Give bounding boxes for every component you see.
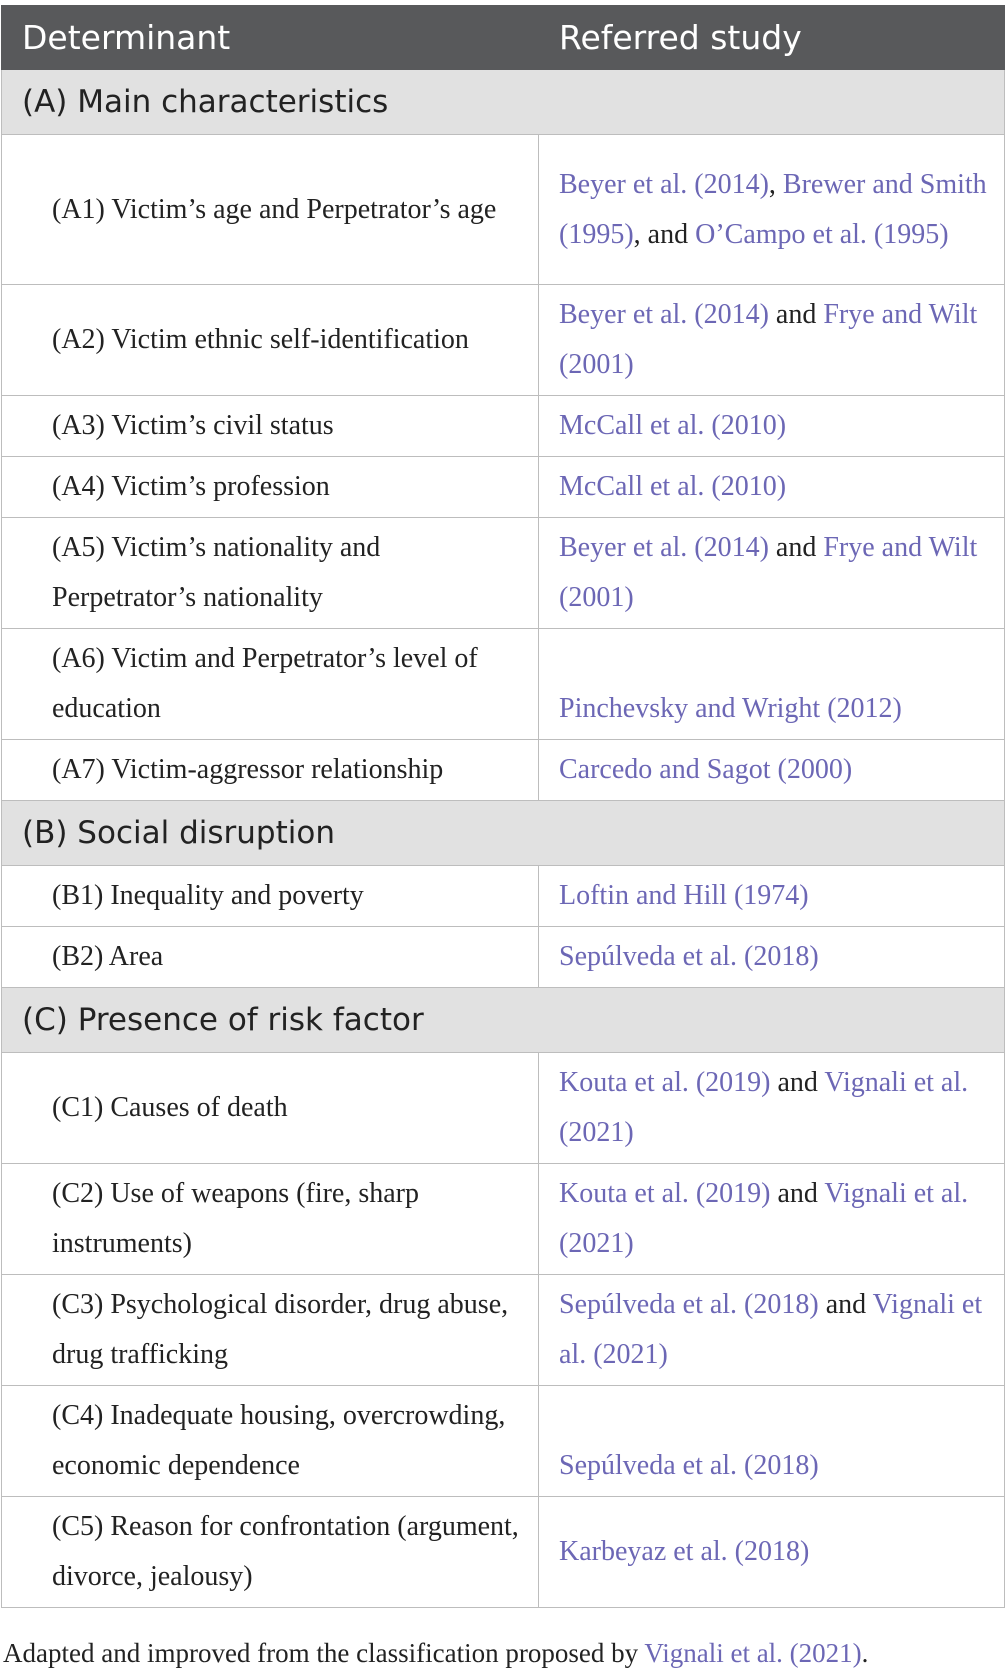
table-footnote (3, 1638, 868, 1669)
footnote-citation-link[interactable]: Vignali et al. (2021) (644, 1638, 862, 1668)
table-row (2, 629, 1005, 740)
determinant-cell: (A1) Victim’s age and Perpetrator’s age (2, 135, 539, 285)
determinant-cell: (C2) Use of weapons (fire, sharp instruments) (2, 1164, 539, 1275)
table-row (2, 1386, 1005, 1497)
section-row (2, 801, 1005, 866)
referred-study-cell (539, 1053, 1005, 1164)
determinant-cell: (A6) Victim and Perpetrator’s level of education (2, 629, 539, 740)
header-row (2, 6, 1005, 70)
table-row (2, 1164, 1005, 1275)
table-row (2, 740, 1005, 801)
citation-link[interactable]: Vignali et al. (2021) (559, 1289, 983, 1370)
citation-connector: , (768, 168, 783, 200)
citation-connector: and (770, 1067, 825, 1098)
referred-study-cell (539, 135, 1005, 285)
determinant-cell: (B1) Inequality and poverty (2, 866, 539, 927)
citation-link[interactable]: McCall et al. (2010) (559, 471, 787, 502)
citation-link[interactable]: Frye and Wilt (2001) (559, 532, 978, 613)
referred-study-cell (539, 518, 1005, 629)
section-title: (B) Social disruption (2, 801, 1005, 866)
citation-link[interactable]: O’Campo et al. (1995) (695, 218, 949, 250)
section-row (2, 988, 1005, 1053)
citation-link[interactable]: Carcedo and Sagot (2000) (559, 754, 853, 785)
citation-link[interactable]: Frye and Wilt (2001) (559, 299, 978, 380)
determinant-cell: (A3) Victim’s civil status (2, 396, 539, 457)
determinant-cell: (C5) Reason for confrontation (argument, divorce, jealousy) (2, 1497, 539, 1608)
table-row (2, 518, 1005, 629)
header-referred-study: Referred study (539, 6, 1005, 70)
citation-link[interactable]: Karbeyaz et al. (2018) (559, 1536, 810, 1567)
table-row (2, 135, 1005, 285)
citation-connector: and (768, 299, 824, 330)
referred-study-cell (539, 396, 1005, 457)
citation-connector: and (818, 1289, 873, 1320)
citation-link[interactable]: Loftin and Hill (1974) (559, 880, 809, 911)
referred-study-cell (539, 1497, 1005, 1608)
determinant-cell: (B2) Area (2, 927, 539, 988)
determinant-cell: (C1) Causes of death (2, 1053, 539, 1164)
determinants-table (1, 5, 1005, 1608)
footnote-end: . (861, 1638, 869, 1668)
citation-link[interactable]: Vignali et al. (2021) (559, 1067, 969, 1148)
header-determinant: Determinant (2, 6, 539, 70)
section-title: (C) Presence of risk factor (2, 988, 1005, 1053)
citation-connector: , and (633, 218, 696, 250)
citation-link[interactable]: Sepúlveda et al. (2018) (559, 941, 819, 972)
referred-study-cell (539, 1164, 1005, 1275)
referred-study-cell (539, 285, 1005, 396)
citation-connector: and (770, 1178, 825, 1209)
citation-connector: and (768, 532, 824, 563)
section-row (2, 70, 1005, 135)
referred-study-cell (539, 1386, 1005, 1497)
citation-link[interactable]: Sepúlveda et al. (2018) (559, 1289, 819, 1320)
table-row (2, 866, 1005, 927)
citation-link[interactable]: Beyer et al. (2014) (559, 299, 769, 330)
referred-study-cell (539, 457, 1005, 518)
citation-link[interactable]: Beyer et al. (2014) (559, 168, 769, 200)
determinant-cell: (A4) Victim’s profession (2, 457, 539, 518)
citation-link[interactable]: Kouta et al. (2019) (559, 1067, 771, 1098)
citation-link[interactable]: McCall et al. (2010) (559, 410, 787, 441)
table-row (2, 1275, 1005, 1386)
determinant-cell: (A7) Victim-aggressor relationship (2, 740, 539, 801)
referred-study-cell (539, 1275, 1005, 1386)
citation-link[interactable]: Pinchevsky and Wright (2012) (559, 693, 902, 724)
table-body (2, 70, 1005, 1608)
referred-study-cell (539, 629, 1005, 740)
table-row (2, 927, 1005, 988)
referred-study-cell (539, 740, 1005, 801)
citation-link[interactable]: Sepúlveda et al. (2018) (559, 1450, 819, 1481)
citation-link[interactable]: Brewer and Smith (1995) (559, 168, 987, 250)
referred-study-cell (539, 866, 1005, 927)
table-row (2, 457, 1005, 518)
table-row (2, 396, 1005, 457)
table-row (2, 1053, 1005, 1164)
determinant-cell: (C4) Inadequate housing, overcrowding, economic dependence (2, 1386, 539, 1497)
citation-link[interactable]: Kouta et al. (2019) (559, 1178, 771, 1209)
citation-link[interactable]: Beyer et al. (2014) (559, 532, 769, 563)
section-title: (A) Main characteristics (2, 70, 1005, 135)
determinant-cell: (C3) Psychological disorder, drug abuse, drug trafficking (2, 1275, 539, 1386)
determinant-cell: (A2) Victim ethnic self-identification (2, 285, 539, 396)
table-row (2, 1497, 1005, 1608)
citation-link[interactable]: Vignali et al. (2021) (559, 1178, 969, 1259)
determinant-cell: (A5) Victim’s nationality and Perpetrator’s nationality (2, 518, 539, 629)
table-row (2, 285, 1005, 396)
footnote-text: Adapted and improved from the classification proposed by (3, 1638, 645, 1668)
referred-study-cell (539, 927, 1005, 988)
